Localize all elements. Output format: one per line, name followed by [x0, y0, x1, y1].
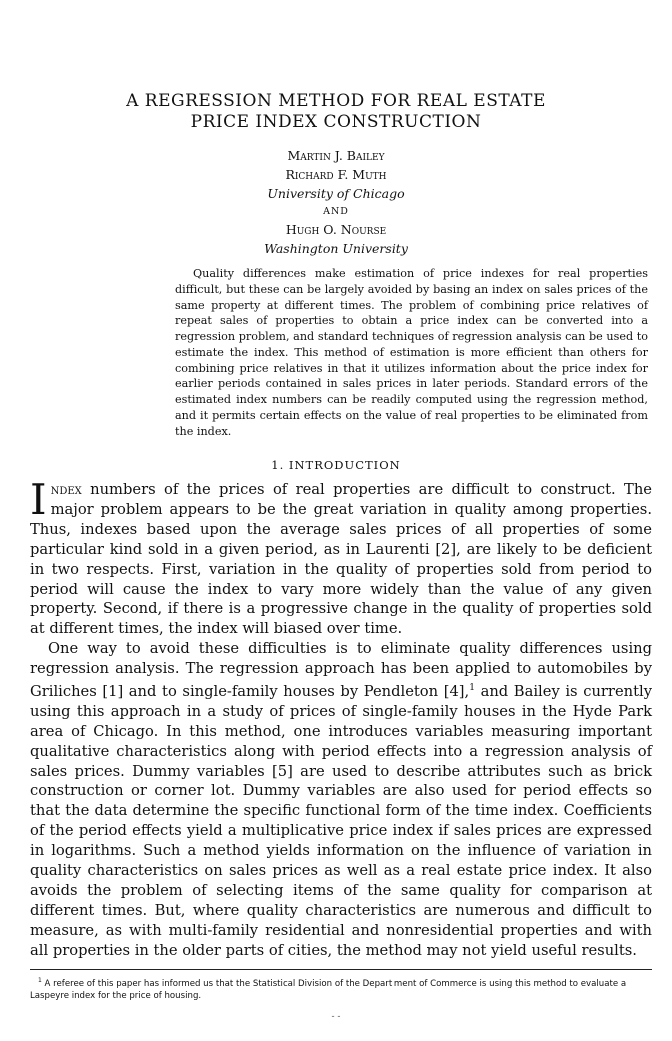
paragraph-1 [30, 475, 652, 639]
footnote-rule [30, 969, 652, 970]
paragraph-1-smallcaps: ndex [50, 481, 82, 498]
and-separator: AND [323, 206, 349, 217]
footnote-mark: 1 [38, 977, 42, 984]
page-number: - - [331, 1012, 341, 1022]
footnote-reference: 1 [469, 683, 475, 694]
affiliation-chicago: University of Chicago [267, 186, 405, 201]
footnote [30, 975, 652, 1002]
paragraph-2-text-b: and Bailey is currently using this approach in a study of prices of single-family houses in the Hyde Park area of Chicago. In this method, one introduces variables measuring important qualitative characteristics along with period effects into a regression analysis of sales prices. Dummy variables [5] are used to describe attributes such as brick construction or corner lot. Dummy variables are also used for period effects so that the data determine the specific functional form of the time index. Coefficients of the period effects yield a multiplicative price index if sales prices are expressed in logarithms. Such a method yields information on the influence of variation in quality characteristics on sales prices as well as a real estate price index. It also avoids the problem of selecting items of the same quality for comparison at different times. But, where quality characteristics are numerous and difficult to measure, as with multi-family residential and nonresidential properties and with all properties in the older parts of cities, the method may not yield useful results. [30, 682, 652, 959]
title-line-2: PRICE INDEX CONSTRUCTION [190, 112, 482, 132]
paragraph-2 [30, 639, 652, 960]
paragraph-1-text: numbers of the prices of real properties are difficult to construct. The major problem appears to be the great variation in quality among properties. Thus, indexes based upon the average sales prices of all properties of some particular kind sold in a given period, as in Laurenti [2], are likely to be deficient in two respects. First, variation in the quality of properties sold from period to period will cause the index to vary more widely than the value of any given property. Second, if there is a progressive change in the quality of properties sold at different times, the index will biased over time. [30, 481, 652, 638]
title-line-1: A REGRESSION METHOD FOR REAL ESTATE [126, 91, 546, 111]
affiliation-washington: Washington University [264, 241, 408, 256]
author-nourse: Hugh O. Nourse [285, 222, 387, 237]
drop-cap: I [30, 475, 47, 524]
section-heading-introduction: 1. INTRODUCTION [271, 458, 401, 472]
abstract: Quality differences make estimation of price indexes for real properties difficult, but these can be largely avoided by basing an index on sales prices of the same property at different times. The problem of combining price relatives of repeat sales of properties to obtain a price index can be converted into a regression problem, and standard techniques of regression analysis can be used to estimate the index. This method of estimation is more efficient than others for combining price relatives in that it utilizes information about the price index for earlier periods contained in sales prices in later periods. Standard errors of the estimated index numbers can be readily computed using the regression method, and it permits certain effects on the value of real properties to be eliminated from the index. [175, 267, 648, 438]
author-muth: Richard F. Muth [285, 167, 387, 182]
footnote-text: A referee of this paper has informed us that the Statistical Division of the Depart ment of Commerce is using this method to evaluate a Laspeyre index for the price of housing. [30, 978, 627, 1001]
paragraph-2-text-a: One way to avoid these difficulties is to eliminate quality differences using regression analysis. The regression approach has been applied to automobiles by Griliches [1] and to single-family houses by Pendleton [4], [30, 640, 652, 700]
body-text [30, 475, 652, 961]
author-bailey: Martin J. Bailey [287, 148, 385, 163]
